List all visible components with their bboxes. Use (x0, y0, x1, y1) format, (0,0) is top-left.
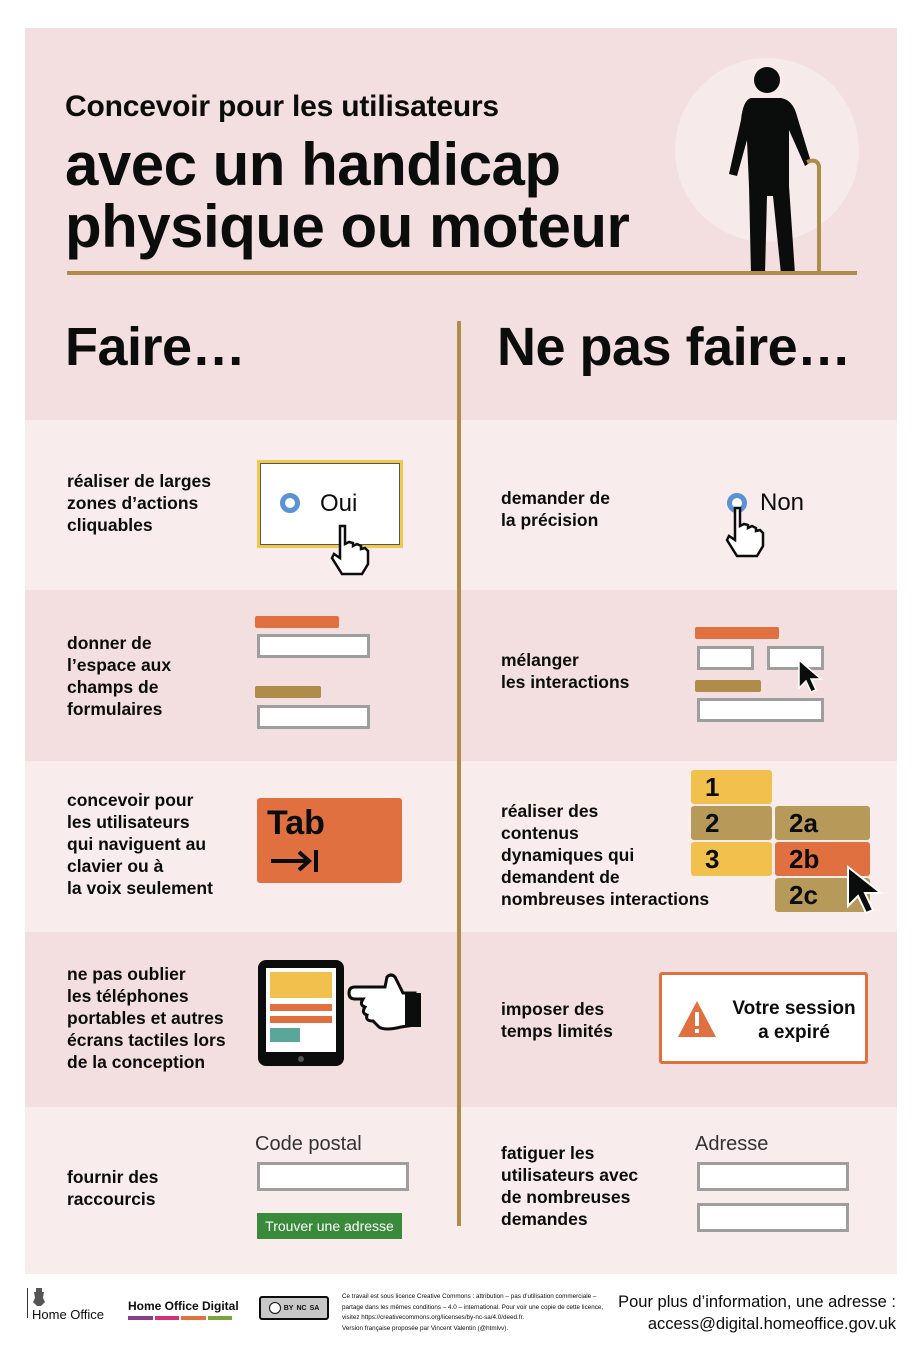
radio-icon[interactable] (280, 493, 300, 513)
dont-text-4: imposer des temps limités (501, 999, 613, 1041)
tab-key[interactable] (257, 798, 402, 883)
step-box-2b[interactable]: 2b (775, 842, 870, 876)
tab-arrow-icon (269, 848, 321, 874)
postcode-label: Code postal (255, 1133, 362, 1155)
form-label-bar (695, 627, 779, 639)
dont-text-1: demander de la précision (501, 488, 610, 530)
dont-text-2: mélanger les interactions (501, 650, 630, 692)
home-office-digital-stripes (128, 1316, 232, 1320)
form-field[interactable] (257, 634, 370, 658)
step-box-2c[interactable]: 2c (775, 878, 870, 912)
do-text-3: concevoir pour les utilisateurs qui naviguent au clavier ou à la voix seulement (67, 790, 213, 898)
hand-cursor-icon (328, 524, 372, 576)
page-subtitle: Concevoir pour les utilisateurs (65, 90, 499, 123)
person-with-cane-icon (715, 66, 835, 274)
creative-commons-badge[interactable] (259, 1296, 329, 1320)
step-box-3[interactable]: 3 (691, 842, 772, 876)
session-expired-text: Votre session a expiré (732, 998, 856, 1043)
crest-rule (27, 1288, 28, 1318)
home-office-digital-text: Home Office Digital (128, 1299, 239, 1313)
form-label-bar (255, 616, 339, 628)
form-field[interactable] (697, 698, 824, 722)
dont-column-heading: Ne pas faire… (497, 317, 851, 377)
form-label-bar (255, 686, 321, 698)
footer (0, 1280, 922, 1350)
postcode-input[interactable] (257, 1162, 409, 1191)
session-expired-message (659, 972, 868, 1064)
address-label: Adresse (695, 1133, 769, 1155)
license-body: Ce travail est sous licence Creative Commons : attribution – pas d’utilisation commerciale – partage dans les mêmes conditions – 4.0 – international. Pour voir une copie de cette licence, visitez https://creativecommons.org/licenses/by-nc-sa/4.0/deed.fr. (342, 1293, 604, 1322)
cc-icon (269, 1302, 281, 1314)
radio-label-non: Non (760, 489, 805, 516)
do-text-4: ne pas oublier les téléphones portables et autres écrans tactiles lors de la conception (67, 964, 226, 1072)
radio-label-oui: Oui (320, 490, 358, 517)
license-text (342, 1292, 610, 1335)
column-divider (457, 321, 461, 1226)
arrow-cursor-icon (845, 864, 887, 916)
home-office-logo-text: Home Office (32, 1307, 105, 1322)
title-divider (67, 271, 857, 275)
poster (25, 28, 897, 1274)
address-input-1[interactable] (697, 1162, 849, 1191)
do-text-1: réaliser de larges zones d’actions cliquables (67, 471, 211, 535)
find-address-button[interactable]: Trouver une adresse (257, 1213, 402, 1239)
contact-info[interactable]: Pour plus d’information, une adresse : access@digital.homeoffice.gov.uk (618, 1293, 896, 1333)
form-label-bar (695, 680, 761, 692)
translation-credit: Version française proposée par Vincent Valentin (@htmlvv). (342, 1325, 509, 1333)
hand-cursor-icon (723, 506, 767, 558)
tablet-icon (256, 958, 346, 1068)
cc-sa-label: SA (309, 1304, 320, 1312)
do-text-2: donner de l’espace aux champs de formulaires (67, 633, 172, 719)
dont-text-3: réaliser des contenus dynamiques qui demandent de nombreuses interactions (501, 801, 710, 909)
step-box-2a[interactable]: 2a (775, 806, 870, 840)
warning-icon (676, 999, 718, 1039)
tab-key-label: Tab (267, 804, 325, 842)
form-field[interactable] (257, 705, 370, 729)
page-title: avec un handicap physique ou moteur (65, 131, 630, 260)
cc-by-label: BY (283, 1304, 294, 1312)
address-input-2[interactable] (697, 1203, 849, 1232)
cc-nc-label: NC (296, 1304, 307, 1312)
do-column-heading: Faire… (65, 317, 246, 377)
step-box-1[interactable]: 1 (691, 770, 772, 804)
form-field[interactable] (697, 646, 754, 670)
dont-text-5: fatiguer les utilisateurs avec de nombreuses demandes (501, 1143, 639, 1229)
step-box-2[interactable]: 2 (691, 806, 772, 840)
arrow-cursor-icon (797, 658, 823, 694)
do-text-5: fournir des raccourcis (67, 1167, 159, 1209)
pointing-hand-icon (345, 971, 423, 1037)
